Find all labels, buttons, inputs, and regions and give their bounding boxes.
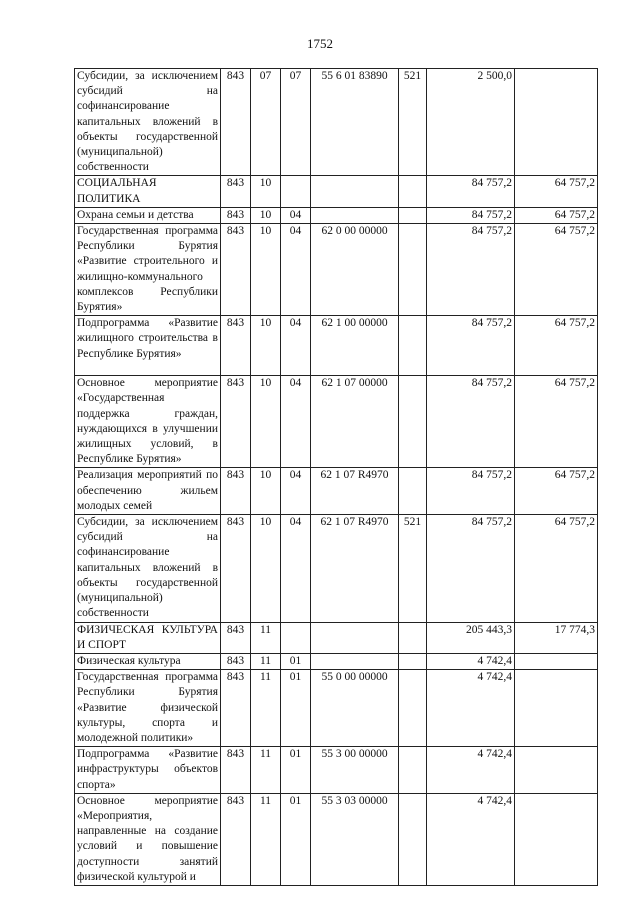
- cell-subsection: 04: [281, 515, 311, 622]
- cell-sum1: 84 757,2: [427, 316, 515, 376]
- cell-section: 11: [251, 670, 281, 747]
- cell-ministry: 843: [221, 653, 251, 669]
- cell-sum2: 64 757,2: [515, 224, 598, 316]
- cell-sum2: 64 757,2: [515, 515, 598, 622]
- table-row: [75, 316, 598, 376]
- cell-subsection: 04: [281, 316, 311, 376]
- cell-type: 521: [399, 515, 427, 622]
- cell-subsection: 04: [281, 207, 311, 223]
- cell-target: 55 0 00 00000: [311, 670, 399, 747]
- cell-sum2: 17 774,3: [515, 622, 598, 653]
- cell-subsection: [281, 176, 311, 207]
- cell-sum2: 64 757,2: [515, 176, 598, 207]
- cell-name: Подпрограмма «Развитие жилищного строительства в Республике Бурятия»: [75, 316, 221, 376]
- cell-type: [399, 670, 427, 747]
- cell-subsection: 01: [281, 653, 311, 669]
- cell-sum2: 64 757,2: [515, 316, 598, 376]
- cell-name: Субсидии, за исключением субсидий на софинансирование капитальных вложений в объекты государственной (муниципальной) собственности: [75, 69, 221, 176]
- cell-type: [399, 316, 427, 376]
- cell-subsection: 04: [281, 468, 311, 515]
- cell-name: Физическая культура: [75, 653, 221, 669]
- cell-ministry: 843: [221, 376, 251, 468]
- cell-ministry: 843: [221, 224, 251, 316]
- cell-sum2: 64 757,2: [515, 468, 598, 515]
- cell-sum1: 84 757,2: [427, 468, 515, 515]
- cell-type: [399, 468, 427, 515]
- cell-section: 07: [251, 69, 281, 176]
- cell-ministry: 843: [221, 468, 251, 515]
- table-row: [75, 176, 598, 207]
- cell-target: 62 1 00 00000: [311, 316, 399, 376]
- cell-type: [399, 747, 427, 794]
- cell-sum1: 2 500,0: [427, 69, 515, 176]
- cell-name: Основное мероприятие «Мероприятия, направленные на создание условий и повышение доступности занятий физической культурой и: [75, 793, 221, 885]
- cell-type: [399, 176, 427, 207]
- cell-target: 55 3 03 00000: [311, 793, 399, 885]
- cell-type: [399, 622, 427, 653]
- cell-sum1: 4 742,4: [427, 793, 515, 885]
- cell-ministry: 843: [221, 69, 251, 176]
- cell-name: Охрана семьи и детства: [75, 207, 221, 223]
- cell-subsection: 07: [281, 69, 311, 176]
- cell-name: Подпрограмма «Развитие инфраструктуры объектов спорта»: [75, 747, 221, 794]
- cell-name: СОЦИАЛЬНАЯ ПОЛИТИКА: [75, 176, 221, 207]
- cell-sum1: 84 757,2: [427, 515, 515, 622]
- cell-sum1: 84 757,2: [427, 224, 515, 316]
- cell-sum1: 84 757,2: [427, 207, 515, 223]
- cell-ministry: 843: [221, 747, 251, 794]
- budget-table: [74, 68, 598, 886]
- cell-name: Государственная программа Республики Бурятия «Развитие строительного и жилищно-коммунального комплексов Республики Бурятия»: [75, 224, 221, 316]
- cell-type: [399, 653, 427, 669]
- cell-sum2: [515, 793, 598, 885]
- cell-sum1: 4 742,4: [427, 670, 515, 747]
- cell-subsection: 01: [281, 670, 311, 747]
- cell-subsection: 04: [281, 224, 311, 316]
- cell-subsection: 01: [281, 793, 311, 885]
- table-row: [75, 468, 598, 515]
- cell-section: 10: [251, 316, 281, 376]
- table-row: [75, 653, 598, 669]
- cell-section: 10: [251, 515, 281, 622]
- cell-sum2: [515, 747, 598, 794]
- cell-name: ФИЗИЧЕСКАЯ КУЛЬТУРА И СПОРТ: [75, 622, 221, 653]
- cell-sum1: 205 443,3: [427, 622, 515, 653]
- cell-name: Основное мероприятие «Государственная поддержка граждан, нуждающихся в улучшении жилищных условий, в Республике Бурятия»: [75, 376, 221, 468]
- table-row: [75, 747, 598, 794]
- cell-section: 11: [251, 622, 281, 653]
- table-row: [75, 224, 598, 316]
- cell-ministry: 843: [221, 176, 251, 207]
- cell-section: 11: [251, 747, 281, 794]
- table-row: [75, 69, 598, 176]
- table-row: [75, 622, 598, 653]
- cell-sum2: [515, 69, 598, 176]
- cell-section: 10: [251, 376, 281, 468]
- cell-target: 55 3 00 00000: [311, 747, 399, 794]
- cell-ministry: 843: [221, 316, 251, 376]
- cell-sum2: [515, 670, 598, 747]
- cell-name: Субсидии, за исключением субсидий на софинансирование капитальных вложений в объекты государственной (муниципальной) собственности: [75, 515, 221, 622]
- cell-section: 11: [251, 793, 281, 885]
- cell-type: 521: [399, 69, 427, 176]
- cell-target: 62 0 00 00000: [311, 224, 399, 316]
- cell-target: 62 1 07 R4970: [311, 468, 399, 515]
- cell-target: [311, 207, 399, 223]
- cell-name: Государственная программа Республики Бурятия «Развитие физической культуры, спорта и молодежной политики»: [75, 670, 221, 747]
- cell-sum2: 64 757,2: [515, 376, 598, 468]
- table-row: [75, 793, 598, 885]
- cell-sum1: 4 742,4: [427, 747, 515, 794]
- cell-type: [399, 376, 427, 468]
- cell-sum1: 84 757,2: [427, 376, 515, 468]
- cell-target: [311, 176, 399, 207]
- cell-target: 62 1 07 R4970: [311, 515, 399, 622]
- cell-sum2: 64 757,2: [515, 207, 598, 223]
- cell-target: 55 6 01 83890: [311, 69, 399, 176]
- cell-type: [399, 207, 427, 223]
- cell-ministry: 843: [221, 207, 251, 223]
- cell-ministry: 843: [221, 793, 251, 885]
- cell-target: [311, 622, 399, 653]
- cell-section: 10: [251, 224, 281, 316]
- cell-section: 10: [251, 207, 281, 223]
- cell-name: Реализация мероприятий по обеспечению жильем молодых семей: [75, 468, 221, 515]
- table-row: [75, 515, 598, 622]
- page-number: 1752: [307, 36, 333, 51]
- cell-target: [311, 653, 399, 669]
- cell-sum1: 4 742,4: [427, 653, 515, 669]
- cell-type: [399, 224, 427, 316]
- cell-section: 11: [251, 653, 281, 669]
- table-row: [75, 670, 598, 747]
- cell-section: 10: [251, 176, 281, 207]
- cell-sum1: 84 757,2: [427, 176, 515, 207]
- cell-ministry: 843: [221, 622, 251, 653]
- table-row: [75, 207, 598, 223]
- cell-ministry: 843: [221, 515, 251, 622]
- cell-subsection: 01: [281, 747, 311, 794]
- cell-subsection: 04: [281, 376, 311, 468]
- cell-type: [399, 793, 427, 885]
- cell-target: 62 1 07 00000: [311, 376, 399, 468]
- cell-subsection: [281, 622, 311, 653]
- cell-sum2: [515, 653, 598, 669]
- cell-section: 10: [251, 468, 281, 515]
- table-row: [75, 376, 598, 468]
- cell-ministry: 843: [221, 670, 251, 747]
